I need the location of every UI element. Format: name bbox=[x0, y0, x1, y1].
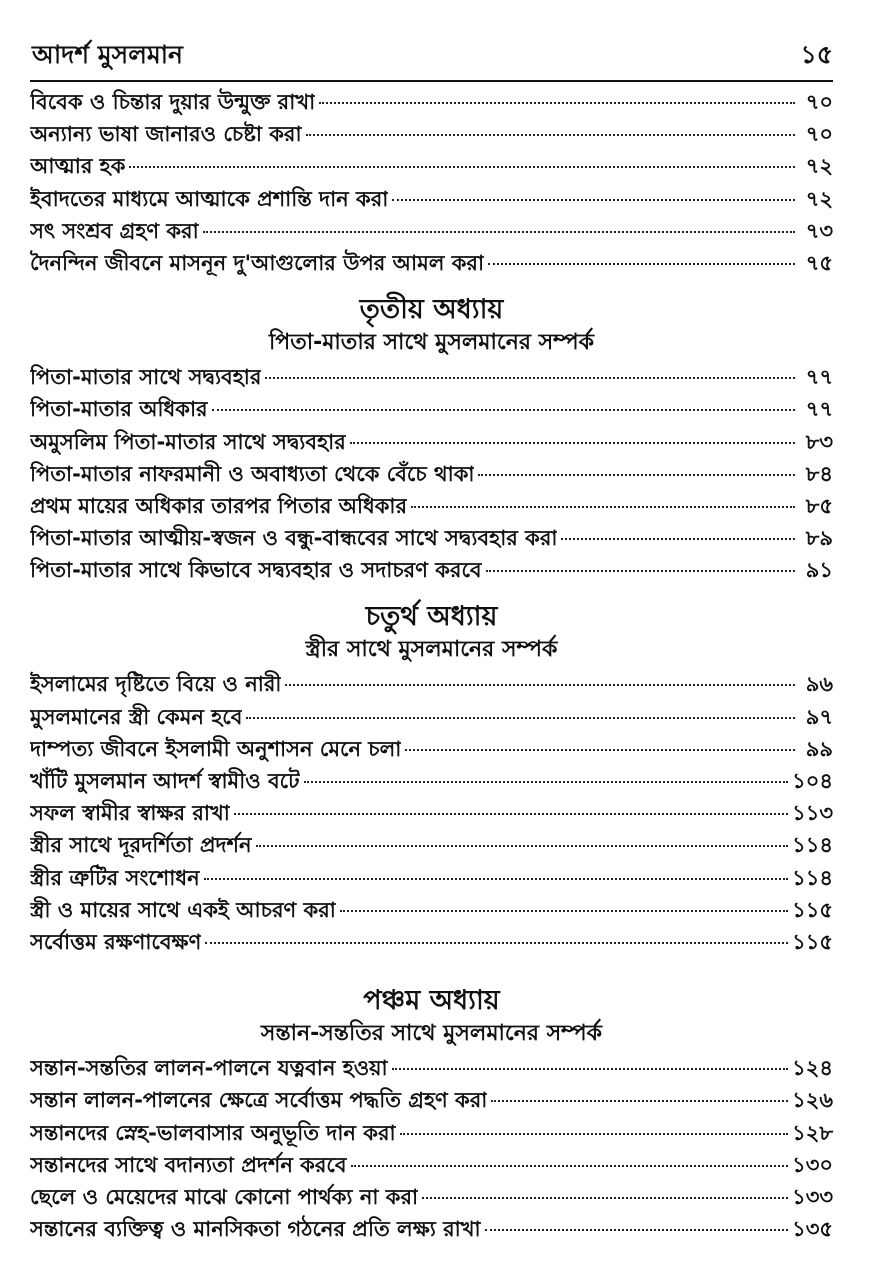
dot-leader bbox=[265, 377, 795, 379]
dot-leader bbox=[350, 442, 795, 444]
toc-entry bbox=[30, 1149, 833, 1181]
chapter-title: চতুর্থ অধ্যায় bbox=[365, 601, 498, 633]
dot-leader bbox=[256, 845, 789, 847]
toc-entry-page: ৭২ bbox=[805, 154, 833, 179]
toc-entry bbox=[30, 862, 833, 894]
dot-leader bbox=[234, 813, 788, 815]
toc-section-chapter-3 bbox=[30, 361, 833, 586]
toc-entry bbox=[30, 797, 833, 829]
toc-entry bbox=[30, 215, 833, 247]
toc-entry-title: সর্বোত্তম রক্ষণাবেক্ষণ bbox=[30, 929, 202, 954]
toc-entry-page: ৭৫ bbox=[805, 250, 833, 275]
toc-entry-page: ১২৪ bbox=[792, 1056, 833, 1081]
toc-entry bbox=[30, 1213, 833, 1245]
toc-entry bbox=[30, 183, 833, 215]
toc-entry-title: পিতা-মাতার সাথে কিভাবে সদ্ব্যবহার ও সদাচরণ করবে bbox=[30, 558, 482, 583]
dot-leader bbox=[212, 409, 795, 411]
toc-entry bbox=[30, 118, 833, 150]
toc-entry bbox=[30, 554, 833, 586]
toc-entry bbox=[30, 733, 833, 765]
toc-entry-title: বিবেক ও চিন্তার দুয়ার উন্মুক্ত রাখা bbox=[30, 90, 316, 114]
toc-entry-title: স্ত্রীর সাথে দূরদর্শিতা প্রদর্শন bbox=[30, 833, 252, 858]
toc-entry-title: পিতা-মাতার সাথে সদ্ব্যবহার bbox=[30, 365, 262, 390]
toc-entry-page: ১৩০ bbox=[792, 1152, 833, 1177]
toc-entry-title: অন্যান্য ভাষা জানারও চেষ্টা করা bbox=[30, 122, 302, 147]
toc-entry-page: ১১৩ bbox=[792, 801, 833, 826]
chapter-heading-3 bbox=[30, 293, 833, 361]
toc-entry-title: খাঁটি মুসলমান আদর্শ স্বামীও বটে bbox=[30, 769, 300, 793]
toc-entry-page: ১০৪ bbox=[792, 769, 833, 793]
toc-entry bbox=[30, 1084, 833, 1116]
dot-leader bbox=[306, 134, 795, 136]
toc-entry-title: প্রথম মায়ের অধিকার তারপর পিতার অধিকার bbox=[30, 493, 408, 518]
toc-entry bbox=[30, 926, 833, 958]
toc-entry-title: সন্তানের ব্যক্তিত্ব ও মানসিকতা গঠনের প্রতি লক্ষ্য রাখা bbox=[30, 1217, 481, 1242]
chapter-title: পঞ্চম অধ্যায় bbox=[363, 985, 500, 1017]
dot-leader bbox=[422, 1197, 788, 1199]
toc-entry-page: ১১৫ bbox=[792, 929, 833, 954]
page-number: ১৫ bbox=[800, 39, 833, 69]
toc-entry bbox=[30, 1117, 833, 1149]
toc-entry-title: স্ত্রী ও মায়ের সাথে একই আচরণ করা bbox=[30, 897, 336, 922]
toc-entry-page: ৭০ bbox=[805, 122, 833, 147]
toc-entry-title: সফল স্বামীর স্বাক্ষর রাখা bbox=[30, 801, 230, 826]
toc-entry-page: ১৩৫ bbox=[792, 1217, 833, 1242]
toc-entry-title: মুসলমানের স্ত্রী কেমন হবে bbox=[30, 704, 243, 729]
toc-entry-page: ৭৭ bbox=[805, 365, 833, 390]
toc-section-chapter-4 bbox=[30, 668, 833, 958]
dot-leader bbox=[204, 878, 788, 880]
toc-entry-title: ইসলামের দৃষ্টিতে বিয়ে ও নারী bbox=[30, 672, 282, 697]
toc-entry bbox=[30, 426, 833, 458]
toc-entry-page: ৭৭ bbox=[805, 397, 833, 422]
table-of-contents bbox=[30, 86, 833, 1245]
toc-entry-page: ৮৩ bbox=[805, 429, 833, 454]
dot-leader bbox=[351, 1165, 789, 1167]
toc-entry bbox=[30, 393, 833, 425]
toc-entry bbox=[30, 829, 833, 861]
dot-leader bbox=[405, 749, 795, 751]
dot-leader bbox=[486, 570, 795, 572]
chapter-subtitle: সন্তান-সন্ততির সাথে মুসলমানের সম্পর্ক bbox=[260, 1021, 603, 1047]
dot-leader bbox=[205, 942, 788, 944]
dot-leader bbox=[129, 166, 795, 168]
toc-entry-page: ১২৮ bbox=[792, 1120, 833, 1145]
dot-leader bbox=[392, 1068, 788, 1070]
dot-leader bbox=[561, 538, 795, 540]
dot-leader bbox=[246, 717, 795, 719]
toc-entry-title: পিতা-মাতার নাফরমানী ও অবাধ্যতা থেকে বেঁচে থাকা bbox=[30, 461, 475, 486]
dot-leader bbox=[203, 231, 795, 233]
toc-entry-title: ছেলে ও মেয়েদের মাঝে কোনো পার্থক্য না করা bbox=[30, 1184, 419, 1209]
dot-leader bbox=[285, 684, 795, 686]
toc-entry-title: স্ত্রীর ত্রুটির সংশোধন bbox=[30, 865, 200, 890]
toc-entry bbox=[30, 361, 833, 393]
chapter-heading-4 bbox=[30, 600, 833, 668]
toc-entry bbox=[30, 668, 833, 700]
toc-entry-page: ১১৫ bbox=[792, 897, 833, 922]
toc-entry-title: সন্তানদের স্নেহ-ভালবাসার অনুভূতি দান করা bbox=[30, 1120, 396, 1145]
toc-entry-title: সৎ সংশ্রব গ্রহণ করা bbox=[30, 218, 199, 243]
chapter-subtitle: পিতা-মাতার সাথে মুসলমানের সম্পর্ক bbox=[268, 330, 595, 356]
toc-entry-page: ৭০ bbox=[805, 90, 833, 114]
toc-entry-page: ১১৪ bbox=[792, 833, 833, 858]
toc-entry-page: ৯৯ bbox=[805, 736, 833, 761]
toc-entry-page: ১৩৩ bbox=[792, 1184, 833, 1209]
dot-leader bbox=[340, 910, 788, 912]
toc-entry-page: ৮৫ bbox=[805, 493, 833, 518]
toc-entry bbox=[30, 86, 833, 118]
toc-entry-page: ৭২ bbox=[805, 186, 833, 211]
toc-entry bbox=[30, 701, 833, 733]
chapter-heading-5 bbox=[30, 984, 833, 1052]
dot-leader bbox=[400, 1133, 788, 1135]
toc-entry-page: ৭৩ bbox=[805, 218, 833, 243]
toc-entry-page: ১২৬ bbox=[792, 1088, 833, 1113]
toc-entry bbox=[30, 490, 833, 522]
toc-entry-title: দাম্পত্য জীবনে ইসলামী অনুশাসন মেনে চলা bbox=[30, 736, 402, 761]
toc-entry bbox=[30, 150, 833, 182]
dot-leader bbox=[392, 199, 795, 201]
chapter-subtitle: স্ত্রীর সাথে মুসলমানের সম্পর্ক bbox=[305, 637, 558, 663]
dot-leader bbox=[485, 1229, 788, 1231]
toc-entry-title: দৈনন্দিন জীবনে মাসনূন দু'আগুলোর উপর আমল করা bbox=[30, 250, 485, 275]
toc-entry bbox=[30, 1052, 833, 1084]
toc-entry-title: সন্তান লালন-পালনের ক্ষেত্রে সর্বোত্তম পদ্ধতি গ্রহণ করা bbox=[30, 1088, 488, 1113]
toc-entry bbox=[30, 247, 833, 279]
dot-leader bbox=[478, 474, 795, 476]
toc-entry bbox=[30, 894, 833, 926]
toc-entry-title: সন্তানদের সাথে বদান্যতা প্রদর্শন করবে bbox=[30, 1152, 347, 1177]
toc-section-continued bbox=[30, 86, 833, 279]
toc-section-chapter-5 bbox=[30, 1052, 833, 1245]
toc-entry-title: ইবাদতের মাধ্যমে আত্মাকে প্রশান্তি দান করা bbox=[30, 186, 389, 211]
toc-entry bbox=[30, 765, 833, 797]
dot-leader bbox=[304, 781, 789, 783]
toc-entry-title: আত্মার হক bbox=[30, 154, 126, 179]
toc-entry-title: সন্তান-সন্ততির লালন-পালনে যত্নবান হওয়া bbox=[30, 1056, 388, 1081]
chapter-title: তৃতীয় অধ্যায় bbox=[359, 294, 504, 326]
header-rule bbox=[30, 80, 833, 82]
dot-leader bbox=[488, 263, 795, 265]
toc-entry-title: পিতা-মাতার অধিকার bbox=[30, 397, 208, 422]
toc-entry-title: অমুসলিম পিতা-মাতার সাথে সদ্ব্যবহার bbox=[30, 429, 346, 454]
toc-entry-page: ৯৭ bbox=[805, 704, 833, 729]
toc-entry-page: ৮৯ bbox=[805, 526, 833, 551]
running-head bbox=[32, 36, 833, 76]
toc-entry-page: ৯৬ bbox=[805, 672, 833, 697]
dot-leader bbox=[491, 1100, 788, 1102]
dot-leader bbox=[319, 102, 795, 104]
book-title: আদর্শ মুসলমান bbox=[32, 39, 183, 69]
dot-leader bbox=[411, 506, 795, 508]
toc-entry bbox=[30, 458, 833, 490]
toc-entry bbox=[30, 1181, 833, 1213]
toc-entry-page: ১১৪ bbox=[792, 865, 833, 890]
toc-entry-page: ৯১ bbox=[805, 558, 833, 583]
toc-entry-page: ৮৪ bbox=[805, 461, 833, 486]
toc-entry bbox=[30, 522, 833, 554]
toc-entry-title: পিতা-মাতার আত্মীয়-স্বজন ও বন্ধু-বান্ধবের সাথে সদ্ব্যবহার করা bbox=[30, 526, 558, 551]
